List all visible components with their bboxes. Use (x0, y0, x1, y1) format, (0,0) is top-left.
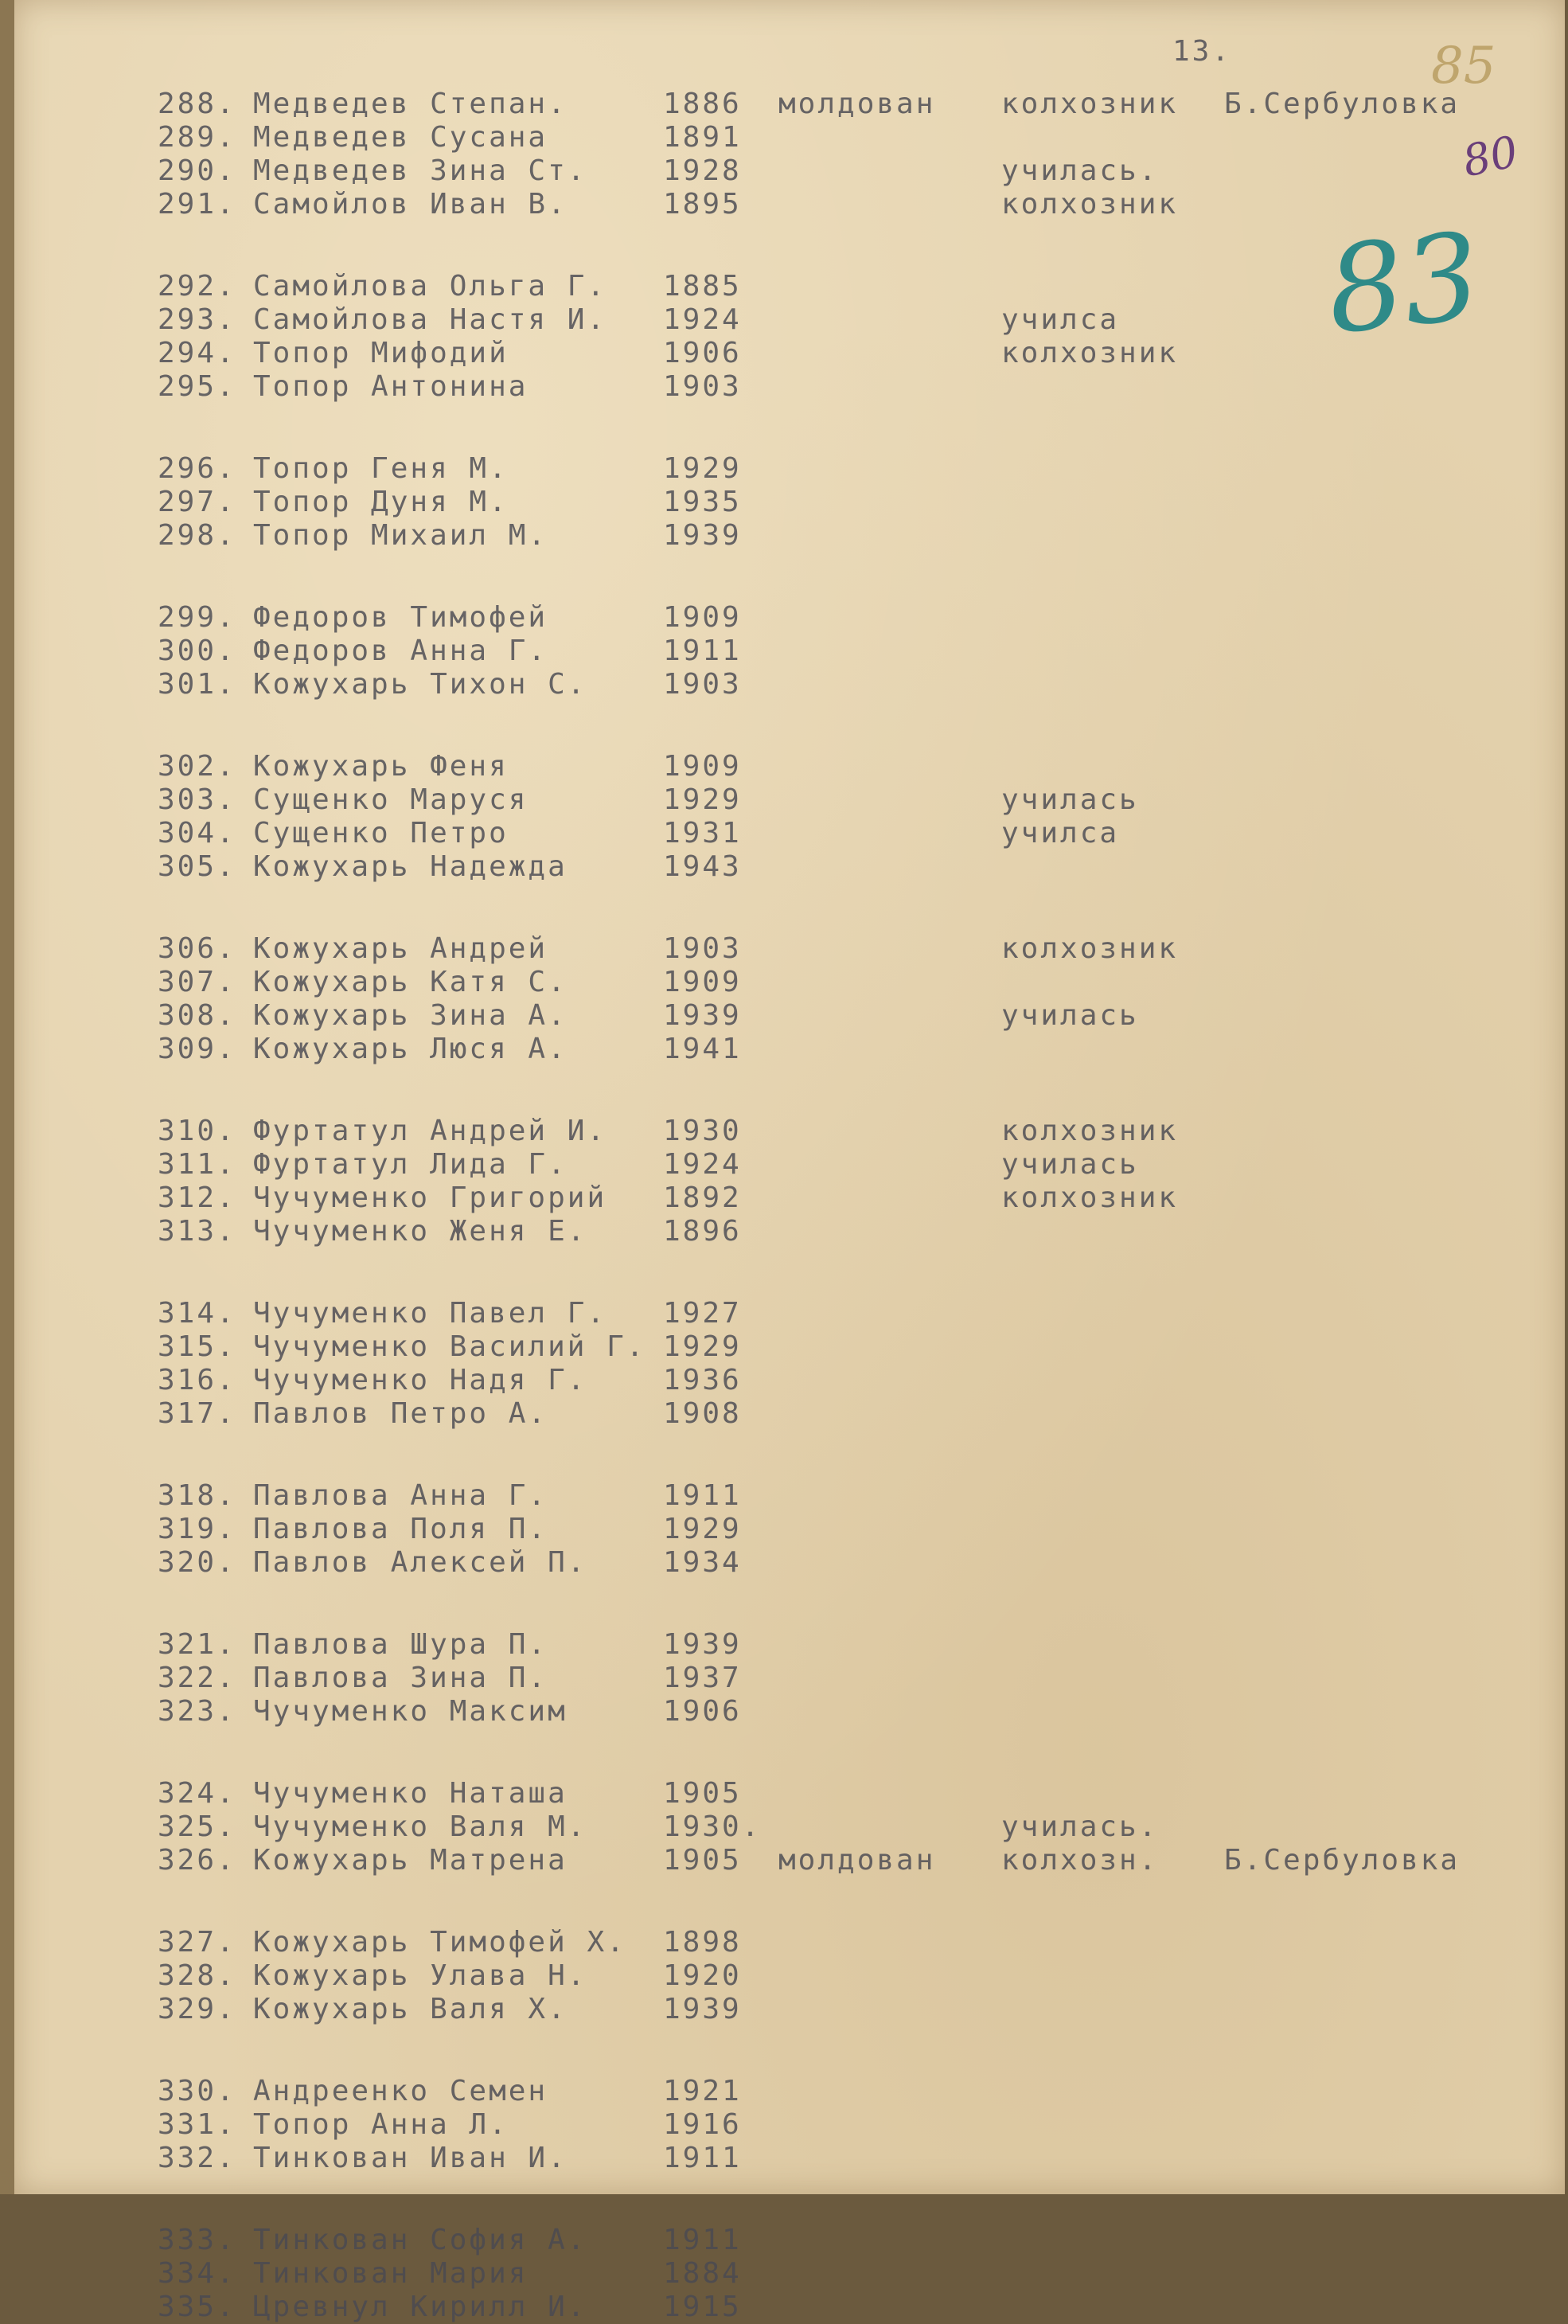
row-year: 1930 (663, 1115, 742, 1147)
row-num: 317. (158, 1397, 236, 1430)
row-year: 1935 (663, 486, 742, 518)
row-num: 332. (158, 2142, 236, 2174)
row-year: 1895 (663, 188, 742, 221)
document-page (14, 0, 1565, 2323)
register-row (14, 2224, 1565, 2257)
register-row (14, 1926, 1565, 1959)
register-row (14, 1297, 1565, 1330)
row-year: 1911 (663, 635, 742, 667)
row-year: 1903 (663, 932, 742, 965)
row-name: Кожухарь Тимофей Х. (253, 1926, 626, 1959)
row-num: 288. (158, 88, 236, 120)
register-row (14, 2142, 1565, 2175)
row-year: 1885 (663, 270, 742, 303)
row-name: Цревнул Кирилл И. (253, 2291, 587, 2323)
register-row (14, 1479, 1565, 1513)
row-year: 1939 (663, 1628, 742, 1661)
row-year: 1943 (663, 850, 742, 883)
row-num: 312. (158, 1182, 236, 1214)
scan-edge (0, 0, 14, 2194)
row-name: Сущенко Маруся (253, 783, 529, 816)
row-year: 1921 (663, 2075, 742, 2107)
register-row (14, 1993, 1565, 2026)
row-year: 1905 (663, 1777, 742, 1810)
row-year: 1929 (663, 452, 742, 485)
row-vil: Б.Сербуловка (1224, 1844, 1461, 1877)
row-name: Топор Михаил М. (253, 519, 548, 552)
row-year: 1929 (663, 1330, 742, 1363)
row-num: 294. (158, 337, 236, 369)
row-num: 335. (158, 2291, 236, 2323)
row-name: Чучуменко Василий Г. (253, 1330, 646, 1363)
row-name: Кожухарь Улава Н. (253, 1959, 587, 1992)
row-num: 319. (158, 1513, 236, 1545)
row-num: 298. (158, 519, 236, 552)
row-year: 1909 (663, 966, 742, 998)
row-name: Кожухарь Катя С. (253, 966, 568, 998)
row-year: 1896 (663, 1215, 742, 1248)
row-name: Кожухарь Феня (253, 750, 509, 783)
row-vil: Б.Сербуловка (1224, 88, 1461, 120)
row-occ: колхозник (1001, 932, 1179, 965)
row-num: 301. (158, 668, 236, 701)
register-row (14, 270, 1565, 303)
register-row (14, 1844, 1565, 1877)
row-year: 1905 (663, 1844, 742, 1877)
row-occ: колхозник (1001, 1115, 1179, 1147)
row-name: Павлов Петро А. (253, 1397, 548, 1430)
register-row (14, 932, 1565, 966)
row-num: 333. (158, 2224, 236, 2256)
row-name: Чучуменко Павел Г. (253, 1297, 607, 1330)
row-num: 327. (158, 1926, 236, 1959)
row-occ: училась. (1001, 1810, 1159, 1843)
row-name: Самойлов Иван В. (253, 188, 568, 221)
row-year: 1924 (663, 303, 742, 336)
row-occ: колхозник (1001, 337, 1179, 369)
row-num: 331. (158, 2108, 236, 2141)
row-num: 315. (158, 1330, 236, 1363)
folio-number-crossed: 80 (1458, 126, 1523, 187)
register-row (14, 1033, 1565, 1066)
register-row (14, 1513, 1565, 1546)
row-num: 318. (158, 1479, 236, 1512)
register-row (14, 635, 1565, 668)
row-occ: училась (1001, 1148, 1139, 1181)
register-row (14, 750, 1565, 783)
page-number: 13. (1172, 35, 1232, 68)
register-row (14, 2108, 1565, 2142)
row-year: 1937 (663, 1662, 742, 1694)
row-num: 300. (158, 635, 236, 667)
row-num: 311. (158, 1148, 236, 1181)
folio-number-top: 85 (1431, 37, 1496, 96)
row-name: Чучуменко Максим (253, 1695, 568, 1728)
row-num: 323. (158, 1695, 236, 1728)
row-num: 290. (158, 154, 236, 187)
row-name: Медведев Степан. (253, 88, 568, 120)
row-year: 1903 (663, 370, 742, 403)
row-year: 1920 (663, 1959, 742, 1992)
register-row (14, 1810, 1565, 1844)
folio-number-current: 83 (1320, 207, 1487, 361)
row-name: Андреенко Семен (253, 2075, 548, 2107)
row-nat: молдован (778, 88, 936, 120)
row-name: Топор Антонина (253, 370, 529, 403)
row-num: 293. (158, 303, 236, 336)
row-year: 1892 (663, 1182, 742, 1214)
row-year: 1939 (663, 1993, 742, 2025)
row-year: 1929 (663, 783, 742, 816)
register-row (14, 337, 1565, 370)
row-name: Кожухарь Андрей (253, 932, 548, 965)
row-num: 302. (158, 750, 236, 783)
register-row (14, 2075, 1565, 2108)
row-num: 289. (158, 121, 236, 154)
row-num: 324. (158, 1777, 236, 1810)
row-name: Кожухарь Надежда (253, 850, 568, 883)
row-name: Сущенко Петро (253, 817, 509, 850)
row-name: Фуртатул Лида Г. (253, 1148, 568, 1181)
row-name: Тинкован София А. (253, 2224, 587, 2256)
row-year: 1886 (663, 88, 742, 120)
row-num: 322. (158, 1662, 236, 1694)
row-name: Чучуменко Валя М. (253, 1810, 587, 1843)
register-row (14, 154, 1565, 188)
row-num: 310. (158, 1115, 236, 1147)
row-year: 1911 (663, 2142, 742, 2174)
row-num: 328. (158, 1959, 236, 1992)
row-year: 1928 (663, 154, 742, 187)
register-row (14, 966, 1565, 999)
register-row (14, 1397, 1565, 1431)
register-row (14, 1959, 1565, 1993)
row-year: 1909 (663, 601, 742, 634)
row-name: Чучуменко Григорий (253, 1182, 607, 1214)
register-row (14, 1215, 1565, 1248)
register-row (14, 452, 1565, 486)
row-num: 295. (158, 370, 236, 403)
register-row (14, 2257, 1565, 2291)
row-year: 1916 (663, 2108, 742, 2141)
row-year: 1884 (663, 2257, 742, 2290)
row-name: Чучуменко Надя Г. (253, 1364, 587, 1396)
register-row (14, 1546, 1565, 1580)
register-row (14, 1115, 1565, 1148)
row-occ: колхозник (1001, 188, 1179, 221)
row-name: Медведев Сусана (253, 121, 548, 154)
row-year: 1891 (663, 121, 742, 154)
register-row (14, 303, 1565, 337)
row-year: 1898 (663, 1926, 742, 1959)
row-name: Топор Дуня М. (253, 486, 509, 518)
row-occ: училса (1001, 303, 1120, 336)
row-num: 326. (158, 1844, 236, 1877)
row-num: 325. (158, 1810, 236, 1843)
row-num: 292. (158, 270, 236, 303)
row-name: Топор Мифодий (253, 337, 509, 369)
row-name: Павлова Зина П. (253, 1662, 548, 1694)
row-year: 1915 (663, 2291, 742, 2323)
register-row (14, 601, 1565, 635)
row-year: 1903 (663, 668, 742, 701)
row-name: Самойлова Настя И. (253, 303, 607, 336)
row-name: Топор Анна Л. (253, 2108, 509, 2141)
row-name: Федоров Анна Г. (253, 635, 548, 667)
row-num: 313. (158, 1215, 236, 1248)
register-row (14, 121, 1565, 154)
row-occ: колхозник (1001, 1182, 1179, 1214)
row-num: 334. (158, 2257, 236, 2290)
row-num: 329. (158, 1993, 236, 2025)
row-occ: училась. (1001, 154, 1159, 187)
row-occ: колхозн. (1001, 1844, 1159, 1877)
row-name: Кожухарь Валя Х. (253, 1993, 568, 2025)
row-occ: училась (1001, 783, 1139, 816)
row-num: 304. (158, 817, 236, 850)
row-year: 1927 (663, 1297, 742, 1330)
row-num: 303. (158, 783, 236, 816)
row-year: 1939 (663, 999, 742, 1032)
row-name: Павлова Шура П. (253, 1628, 548, 1661)
row-name: Чучуменко Наташа (253, 1777, 568, 1810)
row-name: Тинкован Мария (253, 2257, 529, 2290)
row-num: 307. (158, 966, 236, 998)
register-row (14, 1777, 1565, 1810)
row-year: 1906 (663, 337, 742, 369)
row-num: 296. (158, 452, 236, 485)
row-name: Медведев Зина Ст. (253, 154, 587, 187)
register-row (14, 519, 1565, 553)
row-occ: колхозник (1001, 88, 1179, 120)
row-num: 291. (158, 188, 236, 221)
register-row (14, 783, 1565, 817)
register-row (14, 1695, 1565, 1728)
register-row (14, 1628, 1565, 1662)
row-year: 1931 (663, 817, 742, 850)
register-row (14, 486, 1565, 519)
register-row (14, 1662, 1565, 1695)
row-name: Павлова Анна Г. (253, 1479, 548, 1512)
row-num: 314. (158, 1297, 236, 1330)
row-num: 320. (158, 1546, 236, 1579)
row-occ: училась (1001, 999, 1139, 1032)
row-name: Кожухарь Зина А. (253, 999, 568, 1032)
row-year: 1908 (663, 1397, 742, 1430)
row-occ: училса (1001, 817, 1120, 850)
row-year: 1941 (663, 1033, 742, 1065)
row-year: 1906 (663, 1695, 742, 1728)
register-row (14, 668, 1565, 701)
row-name: Чучуменко Женя Е. (253, 1215, 587, 1248)
register-row (14, 1330, 1565, 1364)
row-num: 297. (158, 486, 236, 518)
row-year: 1930. (663, 1810, 762, 1843)
row-num: 306. (158, 932, 236, 965)
row-name: Фуртатул Андрей И. (253, 1115, 607, 1147)
register-row (14, 1182, 1565, 1215)
row-year: 1911 (663, 2224, 742, 2256)
row-name: Самойлова Ольга Г. (253, 270, 607, 303)
row-num: 299. (158, 601, 236, 634)
row-year: 1939 (663, 519, 742, 552)
register-row (14, 88, 1565, 121)
register-row (14, 188, 1565, 221)
row-num: 309. (158, 1033, 236, 1065)
row-num: 308. (158, 999, 236, 1032)
register-row (14, 850, 1565, 884)
row-year: 1911 (663, 1479, 742, 1512)
register-row (14, 2291, 1565, 2324)
row-name: Павлов Алексей П. (253, 1546, 587, 1579)
register-row (14, 1364, 1565, 1397)
row-num: 305. (158, 850, 236, 883)
row-year: 1909 (663, 750, 742, 783)
row-name: Федоров Тимофей (253, 601, 548, 634)
row-year: 1929 (663, 1513, 742, 1545)
row-year: 1924 (663, 1148, 742, 1181)
row-year: 1934 (663, 1546, 742, 1579)
row-num: 316. (158, 1364, 236, 1396)
register-row (14, 1148, 1565, 1182)
row-num: 330. (158, 2075, 236, 2107)
row-name: Кожухарь Тихон С. (253, 668, 587, 701)
row-nat: молдован (778, 1844, 936, 1877)
register-row (14, 370, 1565, 404)
row-name: Кожухарь Люся А. (253, 1033, 568, 1065)
row-name: Топор Геня М. (253, 452, 509, 485)
register-row (14, 999, 1565, 1033)
row-name: Павлова Поля П. (253, 1513, 548, 1545)
register-row (14, 817, 1565, 850)
row-name: Тинкован Иван И. (253, 2142, 568, 2174)
row-name: Кожухарь Матрена (253, 1844, 568, 1877)
row-year: 1936 (663, 1364, 742, 1396)
row-num: 321. (158, 1628, 236, 1661)
